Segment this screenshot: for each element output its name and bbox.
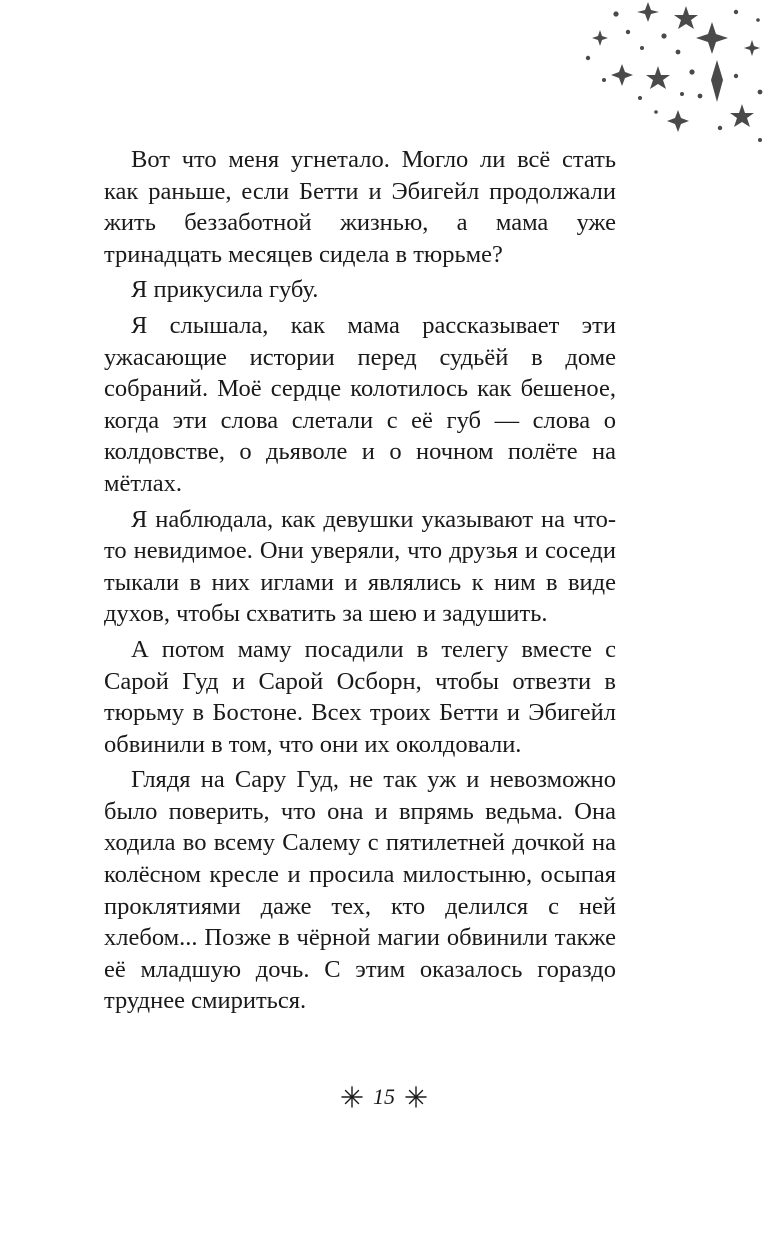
page-footer [0, 1084, 768, 1110]
page-number: 15 [373, 1084, 395, 1109]
paragraph: Вот что меня угнетало. Могло ли всё стать как раньше, если Бетти и Эбигейл продолжали жить беззаботной жизнью, а мама уже тринадцать месяцев сидела в тюрьме? [104, 146, 616, 268]
paragraph: Я наблюдала, как девушки указывают на что-то невидимое. Они уверяли, что друзья и соседи тыкали в них иглами и являлись к ним в виде духов, чтобы схватить за шею и задушить. [104, 505, 616, 628]
page-text [104, 144, 616, 1021]
paragraph: Я прикусила губу. [131, 276, 319, 304]
paragraph: А потом маму посадили в телегу вместе с Сарой Гуд и Сарой Осборн, чтобы отвезти в тюрьму в Бостоне. Всех троих Бетти и Эбигейл обвинили в том, что они их околдовали. [104, 635, 616, 758]
stars-cluster-icon [560, 0, 768, 160]
paragraph: Я слышала, как мама рассказывает эти ужасающие истории перед судьёй в доме собраний. Моё сердце колотилось как бешеное, когда эти слова слетали с её губ — слова о колдовстве, о дьяволе и о ночном полёте на мётлах. [104, 311, 616, 497]
paragraph: Глядя на Сару Гуд, не так уж и невозможно было поверить, что она и впрямь ведьма. Она ходила во всему Салему с пятилетней дочкой на колёсном кресле и просила милостыню, осыпая проклятиями даже тех, кто делился с ней хлебом... Позже в чёрной магии обвинили также её младшую дочь. С этим оказалось гораздо труднее смириться. [104, 766, 616, 1015]
sparkle-star-icon [405, 1086, 427, 1108]
sparkle-star-icon [341, 1086, 363, 1108]
